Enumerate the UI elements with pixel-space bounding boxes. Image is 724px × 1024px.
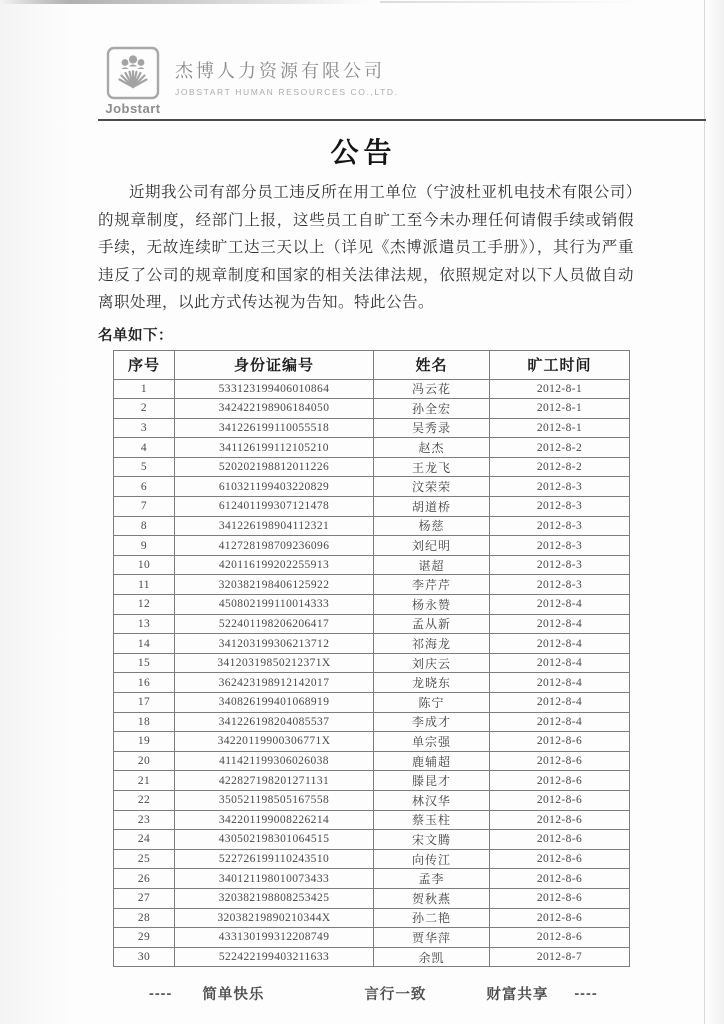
footer-slogan-wealth: 财富共享 — [486, 987, 549, 1004]
cell-index: 26 — [114, 869, 175, 889]
cell-absence-date: 2012-8-4 — [490, 712, 630, 732]
cell-index: 14 — [114, 634, 175, 654]
cell-name: 赵杰 — [374, 438, 490, 458]
cell-name: 单宗强 — [374, 732, 490, 752]
cell-id-number: 522726199110243510 — [175, 849, 374, 869]
cell-id-number: 34120319850212371X — [175, 653, 374, 673]
cell-id-number: 32038219890210344X — [175, 908, 374, 928]
cell-absence-date: 2012-8-2 — [490, 438, 630, 458]
cell-id-number: 362423198912142017 — [175, 673, 374, 693]
cell-id-number: 342201199008226214 — [175, 810, 374, 830]
cell-id-number: 320382198808253425 — [175, 888, 374, 908]
cell-id-number: 342422198906184050 — [175, 399, 374, 419]
table-row — [114, 830, 630, 850]
cell-index: 4 — [114, 438, 175, 458]
footer-slogan-consistency: 言行一致 — [364, 987, 427, 1004]
cell-id-number: 430502198301064515 — [175, 830, 374, 850]
cell-name: 刘纪明 — [374, 536, 490, 556]
cell-name: 胡道桥 — [374, 497, 490, 517]
cell-absence-date: 2012-8-3 — [490, 575, 630, 595]
cell-absence-date: 2012-8-4 — [490, 693, 630, 713]
cell-id-number: 522401198206206417 — [175, 614, 374, 634]
cell-index: 30 — [114, 947, 175, 967]
table-row — [114, 653, 630, 673]
roster-table-body — [114, 379, 630, 967]
column-header-absence: 旷工时间 — [490, 350, 630, 379]
table-row — [114, 712, 630, 732]
cell-name: 贾华萍 — [374, 928, 490, 948]
cell-name: 汶荣荣 — [374, 477, 490, 497]
cell-index: 18 — [114, 712, 175, 732]
table-row — [114, 614, 630, 634]
cell-index: 2 — [114, 399, 175, 419]
cell-name: 宋文腾 — [374, 830, 490, 850]
cell-index: 16 — [114, 673, 175, 693]
cell-index: 10 — [114, 555, 175, 575]
notice-body-text: 近期我公司有部分员工违反所在用工单位（宁波杜亚机电技术有限公司）的规章制度，经部门上报，这些员工自旷工至今未办理任何请假手续或销假手续，无故连续旷工达三天以上（详见《杰博派遣员工手册》），其行为严重违反了公司的规章制度和国家的相关法律法规，依照规定对以下人员做自动离职处理，以此方式传达视为告知。特此公告。 — [98, 184, 634, 311]
letterhead — [104, 46, 637, 116]
cell-name: 向传江 — [374, 849, 490, 869]
table-row — [114, 379, 630, 399]
cell-id-number: 341226198204085537 — [175, 712, 374, 732]
cell-id-number: 420116199202255913 — [175, 555, 374, 575]
cell-absence-date: 2012-8-3 — [490, 477, 630, 497]
cell-name: 谌超 — [374, 555, 490, 575]
cell-index: 17 — [114, 693, 175, 713]
cell-id-number: 341126199112105210 — [175, 438, 374, 458]
footer-slogans — [98, 983, 637, 1004]
cell-id-number: 320382198406125922 — [175, 575, 374, 595]
cell-absence-date: 2012-8-3 — [490, 516, 630, 536]
cell-absence-date: 2012-8-6 — [490, 830, 630, 850]
company-name-chinese: 杰博人力资源有限公司 — [175, 61, 385, 81]
cell-absence-date: 2012-8-7 — [490, 947, 630, 967]
company-logo — [104, 46, 162, 116]
table-row — [114, 732, 630, 752]
cell-name: 李芹芹 — [374, 575, 490, 595]
table-row — [114, 399, 630, 419]
cell-index: 22 — [114, 790, 175, 810]
cell-absence-date: 2012-8-3 — [490, 555, 630, 575]
letterhead-divider — [98, 119, 706, 121]
cell-name: 孙二艳 — [374, 908, 490, 928]
cell-name: 冯云花 — [374, 379, 490, 399]
cell-id-number: 612401199307121478 — [175, 497, 374, 517]
table-header-row — [114, 350, 630, 379]
cell-absence-date: 2012-8-4 — [490, 673, 630, 693]
cell-index: 15 — [114, 653, 175, 673]
cell-absence-date: 2012-8-6 — [490, 849, 630, 869]
cell-absence-date: 2012-8-6 — [490, 810, 630, 830]
cell-absence-date: 2012-8-3 — [490, 536, 630, 556]
cell-name: 孙全宏 — [374, 399, 490, 419]
table-row — [114, 751, 630, 771]
cell-absence-date: 2012-8-6 — [490, 790, 630, 810]
table-row — [114, 536, 630, 556]
cell-id-number: 341226198904112321 — [175, 516, 374, 536]
table-row — [114, 575, 630, 595]
cell-name: 贺秋燕 — [374, 888, 490, 908]
cell-id-number: 533123199406010864 — [175, 379, 374, 399]
table-row — [114, 810, 630, 830]
cell-index: 20 — [114, 751, 175, 771]
cell-id-number: 411421199306026038 — [175, 751, 374, 771]
cell-name: 孟从新 — [374, 614, 490, 634]
column-header-index: 序号 — [114, 350, 175, 379]
column-header-name: 姓名 — [374, 350, 490, 379]
cell-absence-date: 2012-8-6 — [490, 771, 630, 791]
cell-absence-date: 2012-8-6 — [490, 908, 630, 928]
cell-index: 7 — [114, 497, 175, 517]
table-row — [114, 947, 630, 967]
cell-index: 6 — [114, 477, 175, 497]
jobstart-logo-icon — [106, 46, 160, 100]
cell-id-number: 433130199312208749 — [175, 928, 374, 948]
table-row — [114, 849, 630, 869]
cell-index: 19 — [114, 732, 175, 752]
cell-name: 祁海龙 — [374, 634, 490, 654]
cell-index: 27 — [114, 888, 175, 908]
cell-name: 蔡玉柱 — [374, 810, 490, 830]
cell-absence-date: 2012-8-6 — [490, 751, 630, 771]
cell-absence-date: 2012-8-1 — [490, 399, 630, 419]
cell-index: 9 — [114, 536, 175, 556]
absentee-roster-table — [113, 350, 630, 968]
cell-index: 21 — [114, 771, 175, 791]
footer-dash-left: ---- — [149, 985, 173, 1002]
cell-name: 孟李 — [374, 869, 490, 889]
cell-index: 8 — [114, 516, 175, 536]
cell-absence-date: 2012-8-4 — [490, 595, 630, 615]
cell-absence-date: 2012-8-1 — [490, 418, 630, 438]
table-row — [114, 888, 630, 908]
cell-id-number: 450802199110014333 — [175, 595, 374, 615]
cell-id-number: 340121198010073433 — [175, 869, 374, 889]
cell-absence-date: 2012-8-6 — [490, 732, 630, 752]
cell-index: 13 — [114, 614, 175, 634]
roster-list-label: 名单如下： — [98, 327, 173, 344]
cell-name: 杨永赞 — [374, 595, 490, 615]
table-row — [114, 595, 630, 615]
cell-id-number: 520202198812011226 — [175, 457, 374, 477]
table-row — [114, 418, 630, 438]
cell-index: 28 — [114, 908, 175, 928]
cell-name: 陈宁 — [374, 693, 490, 713]
cell-name: 余凯 — [374, 947, 490, 967]
company-name-english: JOBSTART HUMAN RESOURCES CO.,LTD. — [175, 87, 399, 97]
table-row — [114, 516, 630, 536]
cell-index: 24 — [114, 830, 175, 850]
cell-index: 1 — [114, 379, 175, 399]
table-row — [114, 673, 630, 693]
table-row — [114, 869, 630, 889]
cell-id-number: 341203199306213712 — [175, 634, 374, 654]
table-row — [114, 790, 630, 810]
cell-absence-date: 2012-8-2 — [490, 457, 630, 477]
cell-name: 李成才 — [374, 712, 490, 732]
cell-id-number: 422827198201271131 — [175, 771, 374, 791]
cell-name: 吴秀录 — [374, 418, 490, 438]
cell-id-number: 341226199110055518 — [175, 418, 374, 438]
cell-absence-date: 2012-8-4 — [490, 634, 630, 654]
cell-absence-date: 2012-8-1 — [490, 379, 630, 399]
cell-id-number: 412728198709236096 — [175, 536, 374, 556]
cell-absence-date: 2012-8-4 — [490, 614, 630, 634]
table-row — [114, 497, 630, 517]
cell-name: 杨慈 — [374, 516, 490, 536]
cell-name: 龙晓东 — [374, 673, 490, 693]
cell-absence-date: 2012-8-3 — [490, 497, 630, 517]
cell-index: 25 — [114, 849, 175, 869]
cell-index: 29 — [114, 928, 175, 948]
cell-absence-date: 2012-8-6 — [490, 928, 630, 948]
table-row — [114, 928, 630, 948]
cell-index: 3 — [114, 418, 175, 438]
table-row — [114, 555, 630, 575]
footer-dash-right: ---- — [574, 985, 598, 1002]
cell-id-number: 34220119900306771X — [175, 732, 374, 752]
cell-name: 王龙飞 — [374, 457, 490, 477]
cell-absence-date: 2012-8-6 — [490, 888, 630, 908]
cell-id-number: 522422199403211633 — [175, 947, 374, 967]
table-row — [114, 438, 630, 458]
table-row — [114, 634, 630, 654]
cell-id-number: 340826199401068919 — [175, 693, 374, 713]
cell-name: 林汉华 — [374, 790, 490, 810]
column-header-id: 身份证编号 — [175, 350, 374, 379]
cell-index: 11 — [114, 575, 175, 595]
table-row — [114, 908, 630, 928]
cell-name: 刘庆云 — [374, 653, 490, 673]
table-row — [114, 771, 630, 791]
table-row — [114, 693, 630, 713]
cell-index: 23 — [114, 810, 175, 830]
logo-wordmark: Jobstart — [105, 101, 161, 116]
cell-name: 鹿辅超 — [374, 751, 490, 771]
cell-index: 5 — [114, 457, 175, 477]
cell-index: 12 — [114, 595, 175, 615]
cell-absence-date: 2012-8-4 — [490, 653, 630, 673]
page-title: 公告 — [330, 138, 397, 169]
cell-name: 滕昆才 — [374, 771, 490, 791]
table-row — [114, 477, 630, 497]
cell-absence-date: 2012-8-6 — [490, 869, 630, 889]
cell-id-number: 350521198505167558 — [175, 790, 374, 810]
cell-id-number: 610321199403220829 — [175, 477, 374, 497]
company-names — [175, 46, 399, 97]
footer-slogan-happy: 简单快乐 — [202, 987, 265, 1004]
table-row — [114, 457, 630, 477]
